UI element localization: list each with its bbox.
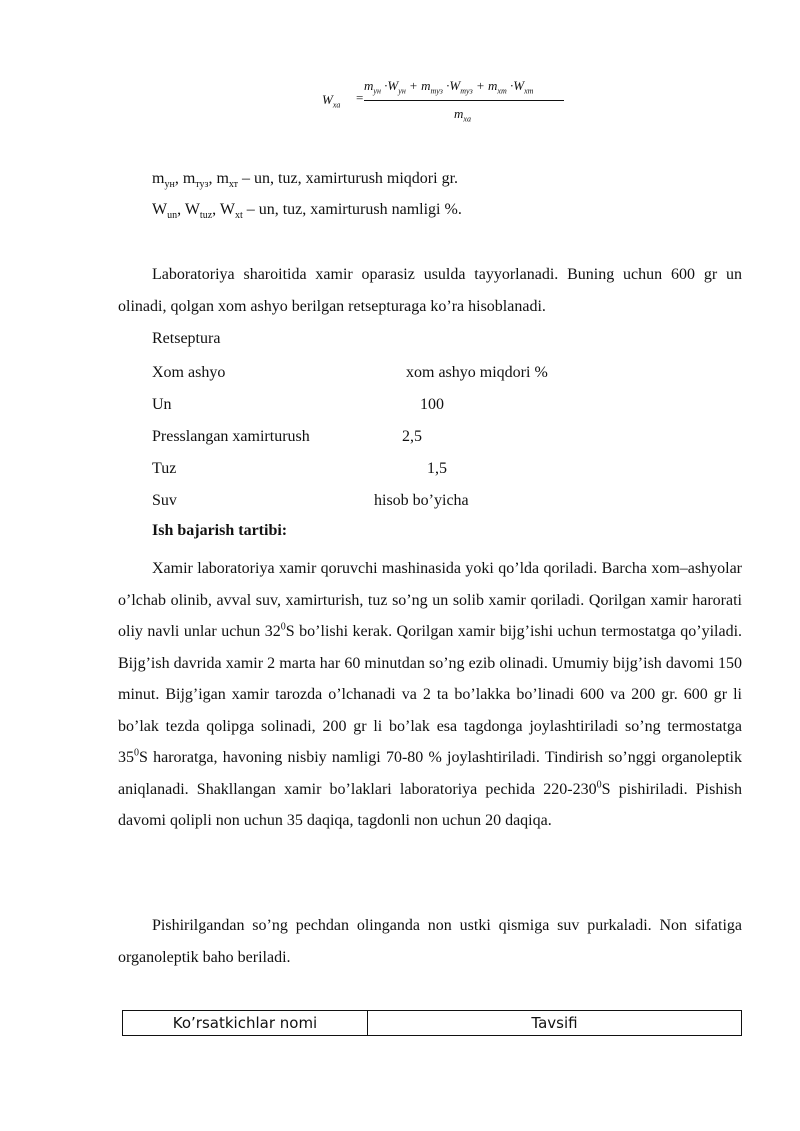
recipe-amount: 2,5	[402, 428, 422, 445]
recipe-header-col2: xom ashyo miqdori %	[406, 364, 548, 381]
recipe-amount: 1,5	[427, 460, 447, 477]
legend-mass-line: $m_{ун}$, $m_{туз}$, $m_{хт}$ – un, tuz, xamirturush miqdori gr.	[152, 170, 459, 191]
recipe-amount: hisob bo’yicha	[374, 492, 469, 509]
baking-paragraph: Pishirilgandan so’ng pechdan olinganda non ustki qismiga suv purkaladi. Non sifatiga organoleptik baho beriladi.	[118, 917, 742, 966]
recipe-row	[152, 428, 422, 446]
recipe-title: Retseptura	[152, 330, 221, 347]
fraction-bar	[364, 100, 564, 101]
intro-paragraph: Laboratoriya sharoitida xamir oparasiz usulda tayyorlanadi. Buning uchun 600 gr un olinadi, qolgan xom ashyo berilgan retsepturaga ko’ra hisoblanadi.	[118, 266, 742, 315]
legend-moisture-line: $W_{un}$, $W_{tuz}$, $W_{xt}$ – un, tuz, xamirturush namligi %.	[152, 201, 462, 222]
procedure-paragraph: Xamir laboratoriya xamir qoruvchi mashinasida yoki qo’lda qoriladi. Barcha xom–ashyolar o’lchab olinib, avval suv, xamirturish, tuz so’ng un solib xamir qoriladi. Qorilgan xamir harorati oliy navli unlar uchun $32^0S$ bo’lishi kerak. Qorilgan xamir bijg’ishi uchun termostatga qo’yiladi. Bijg’ish davrida xamir 2 marta har 60 minutdan so’ng ezib olinadi. Umumiy bijg’ish davomi 150 minut. Bijg’igan xamir tarozda o’lchanadi va 2 ta bo’lakka bo’linadi 600 va 200 gr. 600 gr li bo’lak tezda qolipga solinadi, 200 gr li bo’lak esa tagdonga joylashtiriladi so’ng termostatga $35^0S$ haroratga, havoning nisbiy namligi 70-80 % joylashtiriladi. Tindirish so’nggi organoleptik aniqlanadi. Shakllangan xamir bo’laklari laboratoriya pechida $220-230^0S$ pishiriladi. Pishish davomi qolipli non uchun 35 daqiqa, tagdonli non uchun 20 daqiqa.	[118, 560, 743, 829]
recipe-row	[152, 396, 444, 414]
recipe-row	[152, 492, 469, 510]
formula-equals: =	[356, 90, 364, 105]
recipe-item: Presslangan xamirturush	[152, 428, 310, 445]
moisture-formula	[322, 78, 582, 128]
recipe-amount: 100	[420, 396, 444, 413]
recipe-header-row	[152, 364, 548, 382]
recipe-row	[152, 460, 447, 478]
recipe-item: Suv	[152, 492, 177, 509]
formula-lhs: $W_{xa}$	[322, 92, 341, 110]
evaluation-table	[122, 1010, 742, 1036]
table-header-name: Ko’rsatkichlar nomi	[123, 1011, 368, 1035]
recipe-item: Tuz	[152, 460, 177, 477]
table-header-description: Tavsifi	[531, 1014, 578, 1032]
formula-denominator: $m_{xa}$	[454, 106, 471, 124]
procedure-heading: Ish bajarish tartibi:	[152, 522, 288, 539]
recipe-header-col1: Xom ashyo	[152, 364, 226, 381]
formula-numerator: $m_{yн} \cdot W_{yн} + m_{myз} \cdot W_{myз} + m_{xm} \cdot W_{xm}$	[364, 78, 534, 96]
recipe-item: Un	[152, 396, 172, 413]
